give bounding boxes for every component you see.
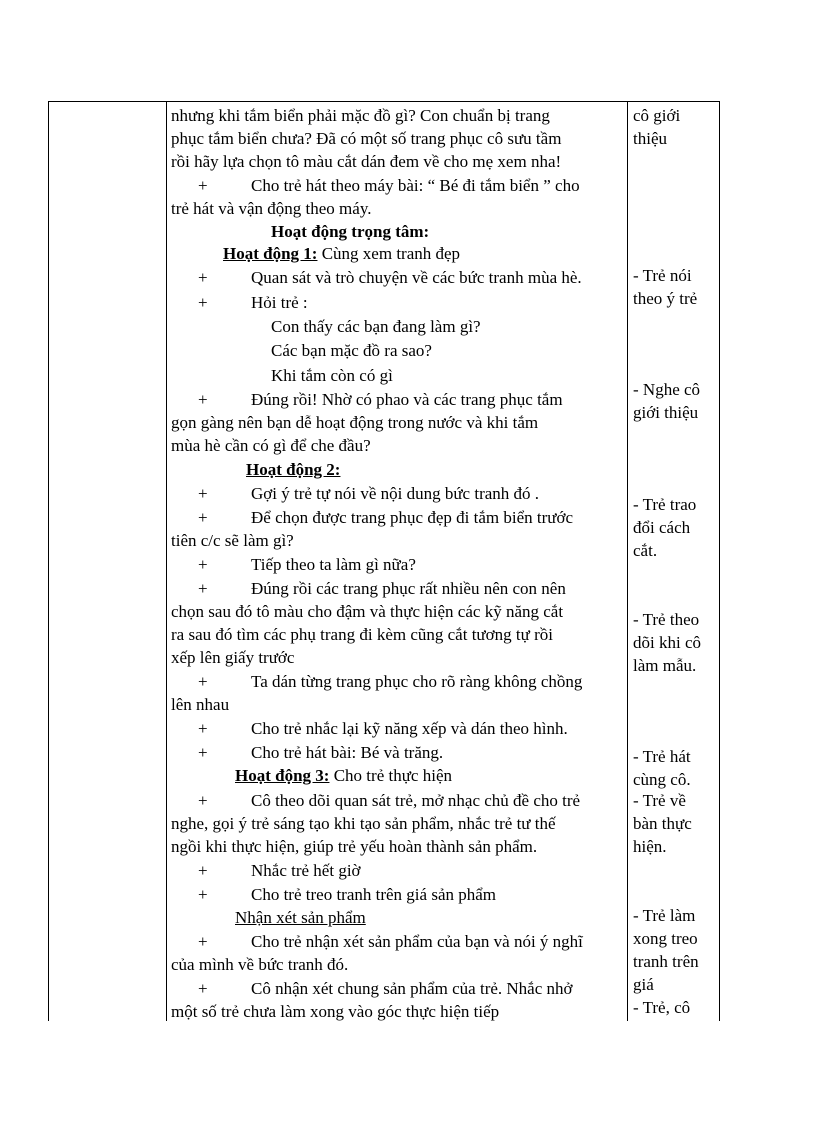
bullet-plus: + xyxy=(198,484,208,503)
text-line: phục tắm biển chưa? Đã có một số trang phục cô sưu tầm xyxy=(171,129,562,148)
text-line: Quan sát và trò chuyện về các bức tranh mùa hè. xyxy=(251,268,582,287)
text-line: Cho trẻ hát bài: Bé và trăng. xyxy=(251,743,444,762)
text-line: Cho trẻ hát theo máy bài: “ Bé đi tắm biển ” cho xyxy=(251,176,580,195)
text-line: Cho trẻ treo tranh trên giá sản phẩm xyxy=(251,885,497,904)
activity-1-subtitle: Cùng xem tranh đẹp xyxy=(317,244,461,263)
text-line: Đúng rồi! Nhờ có phao và các trang phục tắm xyxy=(251,390,563,409)
question-line: Khi tắm còn có gì xyxy=(271,366,393,385)
activity-3-heading xyxy=(235,765,452,787)
bullet-plus: + xyxy=(198,861,208,880)
text-line: lên nhau xyxy=(171,695,230,714)
activity-3-subtitle: Cho trẻ thực hiện xyxy=(329,766,452,785)
side-text: xong treo xyxy=(633,929,698,948)
text-line: mùa hè cần có gì để che đầu? xyxy=(171,436,371,455)
question-line: Con thấy các bạn đang làm gì? xyxy=(271,317,481,336)
column-divider-2 xyxy=(627,101,628,1021)
text-line: Cho trẻ nhận xét sản phẩm của bạn và nói ý nghĩ xyxy=(251,932,583,951)
text-line: xếp lên giấy trước xyxy=(171,648,295,667)
text-line: rồi hãy lựa chọn tô màu cắt dán đem về cho mẹ xem nha! xyxy=(171,152,562,171)
side-text: bàn thực xyxy=(633,814,692,833)
text-line: trẻ hát và vận động theo máy. xyxy=(171,199,372,218)
section-heading: Hoạt động trọng tâm: xyxy=(271,222,430,241)
text-line: ra sau đó tìm các phụ trang đi kèm cũng cắt tương tự rồi xyxy=(171,625,553,644)
bullet-plus: + xyxy=(198,719,208,738)
text-line: Để chọn được trang phục đẹp đi tắm biển trước xyxy=(251,508,574,527)
bullet-plus: + xyxy=(198,743,208,762)
bullet-plus: + xyxy=(198,390,208,409)
side-text: giá xyxy=(633,975,654,994)
side-text: theo ý trẻ xyxy=(633,289,698,308)
text-line: gọn gàng nên bạn dễ hoạt động trong nước và khi tắm xyxy=(171,413,539,432)
activity-1-title: Hoạt động 1: xyxy=(223,244,318,263)
side-text: - Trẻ nói xyxy=(633,266,692,285)
side-text: - Trẻ trao xyxy=(633,495,697,514)
activity-2-title: Hoạt động 2: xyxy=(246,460,341,479)
text-line: Gợi ý trẻ tự nói về nội dung bức tranh đó . xyxy=(251,484,540,503)
side-text: làm mẫu. xyxy=(633,656,697,675)
activity-1-heading xyxy=(223,243,460,265)
text-line: Đúng rồi các trang phục rất nhiều nên con nên xyxy=(251,579,566,598)
side-text: cùng cô. xyxy=(633,770,691,789)
side-text: - Trẻ theo xyxy=(633,610,700,629)
side-text: - Trẻ làm xyxy=(633,906,696,925)
review-heading: Nhận xét sản phẩm xyxy=(235,908,366,927)
bullet-plus: + xyxy=(198,885,208,904)
side-text: tranh trên xyxy=(633,952,699,971)
side-text: cắt. xyxy=(633,541,658,560)
text-line: của mình về bức tranh đó. xyxy=(171,955,349,974)
text-line: ngồi khi thực hiện, giúp trẻ yếu hoàn thành sản phẩm. xyxy=(171,837,538,856)
table-right-border xyxy=(719,101,720,1021)
text-line: Ta dán từng trang phục cho rõ ràng không chồng xyxy=(251,672,583,691)
side-text: hiện. xyxy=(633,837,667,856)
bullet-plus: + xyxy=(198,672,208,691)
bullet-plus: + xyxy=(198,268,208,287)
text-line: chọn sau đó tô màu cho đậm và thực hiện các kỹ năng cắt xyxy=(171,602,564,621)
text-line: tiên c/c sẽ làm gì? xyxy=(171,531,294,550)
text-line: Cô nhận xét chung sản phẩm của trẻ. Nhắc nhở xyxy=(251,979,573,998)
side-text: - Nghe cô xyxy=(633,380,701,399)
text-line: một số trẻ chưa làm xong vào góc thực hiện tiếp xyxy=(171,1002,500,1021)
bullet-plus: + xyxy=(198,579,208,598)
bullet-plus: + xyxy=(198,508,208,527)
side-text: giới thiệu xyxy=(633,403,699,422)
bullet-plus: + xyxy=(198,555,208,574)
bullet-plus: + xyxy=(198,293,208,312)
table-top-border xyxy=(48,101,720,102)
side-text: đổi cách xyxy=(633,518,691,537)
side-text: - Trẻ hát xyxy=(633,747,691,766)
bullet-plus: + xyxy=(198,176,208,195)
text-line: nhưng khi tắm biển phải mặc đồ gì? Con chuẩn bị trang xyxy=(171,106,550,125)
side-text: thiệu xyxy=(633,129,667,148)
bullet-plus: + xyxy=(198,791,208,810)
lesson-table xyxy=(48,101,720,1021)
bullet-plus: + xyxy=(198,979,208,998)
activity-3-title: Hoạt động 3: xyxy=(235,766,330,785)
column-divider-1 xyxy=(166,101,167,1021)
bullet-plus: + xyxy=(198,932,208,951)
side-text: cô giới xyxy=(633,106,681,125)
side-text: - Trẻ, cô xyxy=(633,998,691,1017)
text-line: nghe, gọi ý trẻ sáng tạo khi tạo sản phẩm, nhắc trẻ tư thế xyxy=(171,814,556,833)
text-line: Cô theo dõi quan sát trẻ, mở nhạc chủ đề cho trẻ xyxy=(251,791,581,810)
text-line: Hỏi trẻ : xyxy=(251,293,308,312)
text-line: Tiếp theo ta làm gì nữa? xyxy=(251,555,416,574)
side-text: - Trẻ về xyxy=(633,791,686,810)
question-line: Các bạn mặc đồ ra sao? xyxy=(271,341,432,360)
text-line: Cho trẻ nhắc lại kỹ năng xếp và dán theo hình. xyxy=(251,719,568,738)
side-text: dõi khi cô xyxy=(633,633,701,652)
text-line: Nhắc trẻ hết giờ xyxy=(251,861,361,880)
table-left-border xyxy=(48,101,49,1021)
